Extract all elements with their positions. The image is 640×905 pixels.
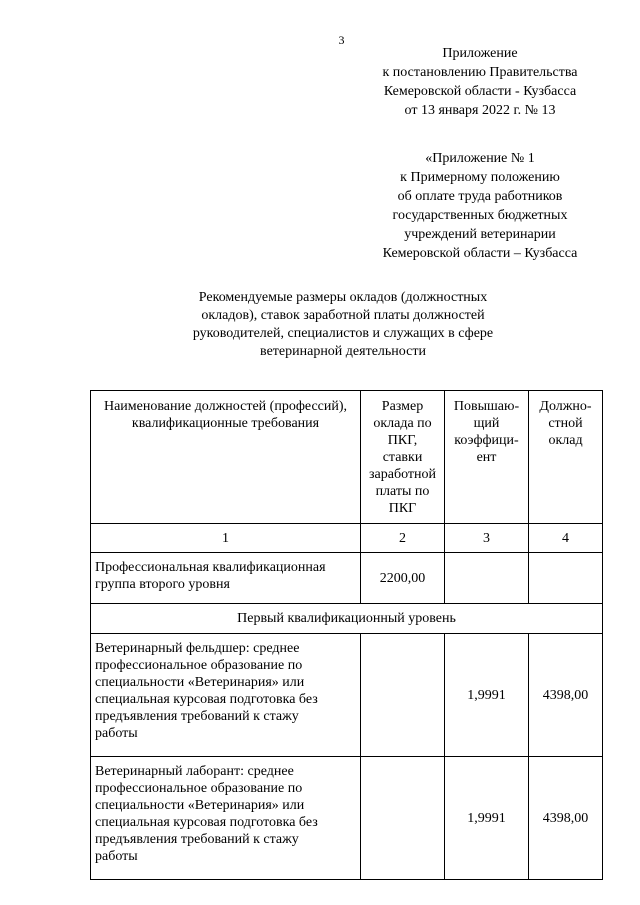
position-name-line: профессиональное образование по (95, 658, 303, 673)
column-number: 3 (445, 524, 529, 553)
column-number: 2 (361, 524, 445, 553)
position-coefficient: 1,9991 (445, 757, 529, 880)
appendix-resolution-line: от 13 января 2022 г. № 13 (404, 103, 556, 118)
appendix-resolution-line: Кемеровской области - Кузбасса (383, 84, 577, 99)
position-pkg-size (361, 757, 445, 880)
qualification-level: Первый квалификационный уровень (91, 604, 603, 634)
header-line: ставки (382, 450, 423, 465)
pkg-name-line: Профессиональная квалификационная (95, 560, 326, 575)
position-pkg-size (361, 634, 445, 757)
pkg-size: 2200,00 (361, 553, 445, 604)
appendix-regulation-line: государственных бюджетных (392, 208, 568, 223)
header-line: Должно- (539, 399, 592, 414)
appendix-resolution-block (340, 44, 620, 120)
qualification-level-row (91, 604, 603, 634)
position-coefficient: 1,9991 (445, 634, 529, 757)
header-line: квалификационные требования (131, 416, 320, 431)
header-salary (529, 391, 603, 524)
appendix-resolution-line: Приложение (442, 46, 518, 61)
position-name-line: предъявления требований к стажу (95, 709, 299, 724)
column-numbers-row (91, 524, 603, 553)
title-line: Рекомендуемые размеры окладов (должностных (198, 290, 488, 305)
position-name (91, 757, 361, 880)
title-line: ветеринарной деятельности (260, 344, 426, 359)
table-header-row (91, 391, 603, 524)
position-salary: 4398,00 (529, 634, 603, 757)
appendix-regulation-line: об оплате труда работников (397, 189, 563, 204)
column-number: 4 (529, 524, 603, 553)
pkg-coefficient (445, 553, 529, 604)
header-line: Наименование должностей (профессий), (103, 399, 348, 414)
header-line: ПКГ, (387, 433, 418, 448)
position-name-line: специальности «Ветеринария» или (95, 675, 305, 690)
salary-table (90, 390, 603, 880)
page-number: 3 (338, 33, 345, 47)
header-line: платы по (375, 484, 430, 499)
header-line: ент (476, 450, 497, 465)
position-name (91, 634, 361, 757)
appendix-regulation-line: «Приложение № 1 (425, 151, 535, 166)
position-name-line: Ветеринарный лаборант: среднее (95, 764, 294, 779)
position-name-line: Ветеринарный фельдшер: среднее (95, 641, 300, 656)
position-name-line: специальности «Ветеринария» или (95, 798, 305, 813)
appendix-regulation-line: учреждений ветеринарии (404, 227, 556, 242)
appendix-regulation-line: к Примерному положению (400, 170, 560, 185)
title-line: руководителей, специалистов и служащих в сфере (192, 326, 494, 341)
header-line: ПКГ (388, 501, 417, 516)
position-salary: 4398,00 (529, 757, 603, 880)
pkg-name-line: группа второго уровня (95, 577, 230, 592)
position-name-line: предъявления требований к стажу (95, 832, 299, 847)
position-name-line: специальная курсовая подготовка без (95, 692, 318, 707)
title-line: окладов), ставок заработной платы должностей (201, 308, 485, 323)
header-line: оклада по (373, 416, 432, 431)
pkg-salary (529, 553, 603, 604)
appendix-regulation-line: Кемеровской области – Кузбасса (382, 246, 578, 261)
position-name-line: работы (95, 849, 138, 864)
header-line: оклад (548, 433, 583, 448)
appendix-regulation-block (340, 149, 620, 263)
header-coefficient (445, 391, 529, 524)
position-name-line: работы (95, 726, 138, 741)
header-pkg-size (361, 391, 445, 524)
position-name-line: специальная курсовая подготовка без (95, 815, 318, 830)
table-row (91, 757, 603, 880)
header-line: коэффици- (454, 433, 519, 448)
table-row (91, 634, 603, 757)
header-line: заработной (369, 467, 436, 482)
header-line: Размер (381, 399, 424, 414)
document-title (150, 289, 536, 361)
header-line: щий (473, 416, 500, 431)
position-name-line: профессиональное образование по (95, 781, 303, 796)
column-number: 1 (91, 524, 361, 553)
header-position-name (91, 391, 361, 524)
pkg-name (91, 553, 361, 604)
header-line: Повышаю- (453, 399, 520, 414)
pkg-row (91, 553, 603, 604)
appendix-resolution-line: к постановлению Правительства (382, 65, 578, 80)
header-line: стной (548, 416, 583, 431)
